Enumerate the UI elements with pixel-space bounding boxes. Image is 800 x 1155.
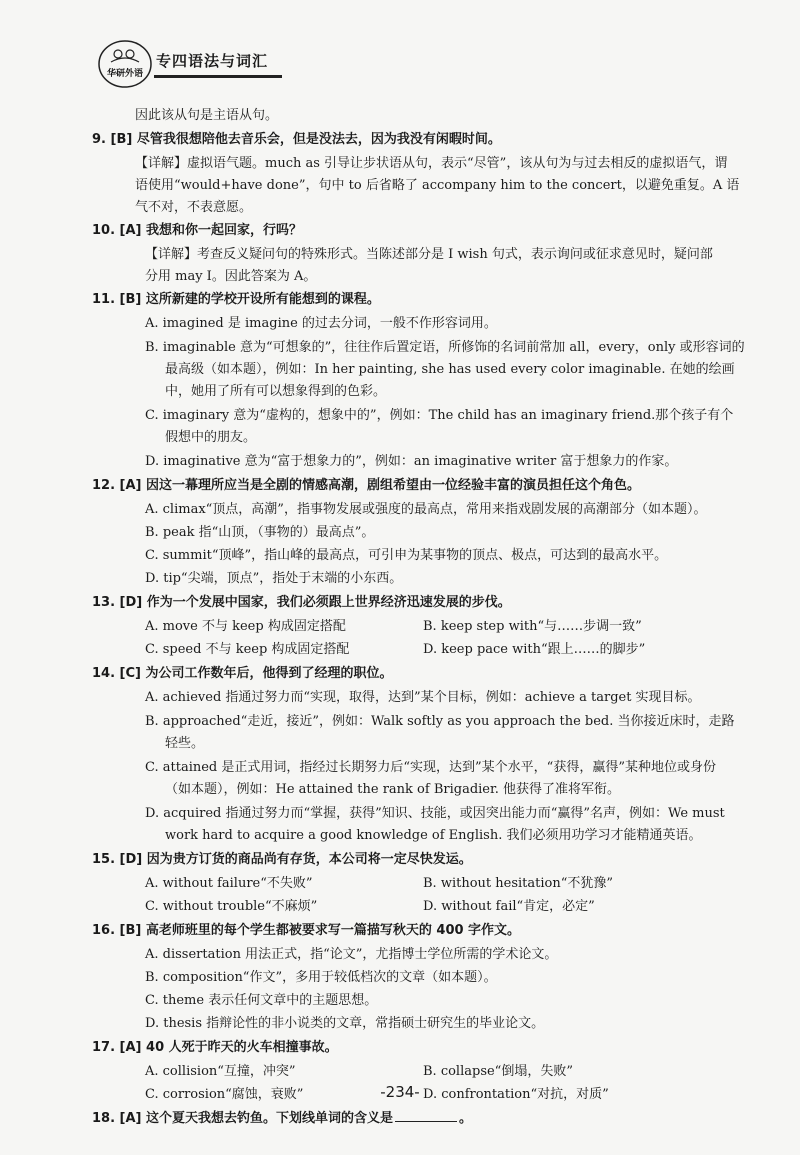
option-line: D. without fail“肯定，必定”	[423, 899, 595, 914]
option-line: C. imaginary 意为“虚构的，想象中的”，例如：The child has an imaginary friend.那个孩子有个	[145, 408, 734, 423]
option-line: D. thesis 指辩论性的非小说类的文章，常指硕士研究生的毕业论文。	[145, 1016, 545, 1031]
option-line: 假想中的朋友。	[165, 430, 257, 445]
option-line: A. collision“互撞，冲突”	[145, 1064, 296, 1079]
question-15: 15. [D] 因为贵方订货的商品尚有存货，本公司将一定尽快发运。	[92, 852, 472, 867]
explanation-line: 分用 may I。因此答案为 A。	[145, 269, 317, 284]
option-line: C. corrosion“腐蚀，衰败”	[145, 1087, 304, 1102]
question-13: 13. [D] 作为一个发展中国家，我们必须跟上世界经济迅速发展的步伐。	[92, 595, 511, 610]
question-10: 10. [A] 我想和你一起回家，行吗？	[92, 223, 303, 238]
option-line: C. summit“顶峰”，指山峰的最高点，可引申为某事物的顶点、极点，可达到的最高水平。	[145, 548, 668, 563]
option-line: A. move 不与 keep 构成固定搭配	[145, 619, 346, 634]
book-title: 专四语法与词汇	[156, 52, 269, 70]
page-header	[96, 38, 286, 90]
option-line: A. imagined 是 imagine 的过去分词，一般不作形容词用。	[145, 316, 497, 331]
option-line: 中，她用了所有可以想象得到的色彩。	[165, 384, 387, 399]
explanation-line: 语使用“would+have done”，句中 to 后省略了 accompany him to the concert，以避免重复。A 语	[135, 178, 740, 193]
option-line: B. composition“作文”，多用于较低档次的文章（如本题）。	[145, 970, 497, 985]
option-line: A. climax“顶点，高潮”，指事物发展或强度的最高点，常用来指戏剧发展的高潮部分（如本题）。	[145, 502, 707, 517]
option-line: B. keep step with“与……步调一致”	[423, 619, 642, 634]
explanation-line: 【详解】考查反义疑问句的特殊形式。当陈述部分是 I wish 句式，表示询问或征求意见时，疑问部	[145, 247, 713, 262]
option-line: 轻些。	[165, 736, 205, 751]
option-line: C. without trouble“不麻烦”	[145, 899, 318, 914]
option-line: C. attained 是正式用词，指经过长期努力后“实现，达到”某个水平，“获得，赢得”某种地位或身份	[145, 760, 716, 775]
option-line: B. imaginable 意为“可想象的”，往往作后置定语，所修饰的名词前常加 all，every，only 或形容词的	[145, 340, 745, 355]
option-line: B. peak 指“山顶，（事物的）最高点”。	[145, 525, 375, 540]
answer-blank	[395, 1111, 457, 1122]
question-12: 12. [A] 因这一幕理所应当是全剧的情感高潮，剧组希望由一位经验丰富的演员担任这个角色。	[92, 478, 641, 493]
question-17: 17. [A] 40 人死于昨天的火车相撞事故。	[92, 1040, 338, 1055]
option-line: （如本题），例如：He attained the rank of Brigadier. 他获得了准将军衔。	[165, 782, 621, 797]
option-line: B. collapse“倒塌，失败”	[423, 1064, 573, 1079]
option-line: work hard to acquire a good knowledge of English. 我们必须用功学习才能精通英语。	[165, 828, 702, 843]
option-line: B. approached“走近，接近”，例如：Walk softly as you approach the bed. 当你接近床时，走路	[145, 714, 735, 729]
explanation-line: 【详解】虚拟语气题。much as 引导让步状语从句，表示“尽管”，该从句为与过去相反的虚拟语气，谓	[135, 156, 728, 171]
option-line: C. theme 表示任何文章中的主题思想。	[145, 993, 378, 1008]
option-line: D. acquired 指通过努力而“掌握，获得”知识、技能，或因突出能力而“赢得”名声，例如：We must	[145, 806, 725, 821]
header-rule	[154, 75, 282, 78]
option-line: A. dissertation 用法正式，指“论文”，尤指博士学位所需的学术论文。	[145, 947, 558, 962]
option-line: B. without hesitation“不犹豫”	[423, 876, 613, 891]
option-line: D. imaginative 意为“富于想象力的”，例如：an imaginative writer 富于想象力的作家。	[145, 454, 678, 469]
question-9: 9. [B] 尽管我很想陪他去音乐会，但是没法去，因为我没有闲暇时间。	[92, 132, 501, 147]
text-line: 因此该从句是主语从句。	[135, 108, 279, 123]
question-18-text: 18. [A] 这个夏天我想去钓鱼。下划线单词的含义是	[92, 1111, 394, 1126]
option-line: A. without failure“不失败”	[145, 876, 313, 891]
question-16: 16. [B] 高老师班里的每个学生都被要求写一篇描写秋天的 400 字作文。	[92, 923, 521, 938]
question-11: 11. [B] 这所新建的学校开设所有能想到的课程。	[92, 292, 380, 307]
option-line: C. speed 不与 keep 构成固定搭配	[145, 642, 350, 657]
option-line: D. tip“尖端，顶点”，指处于末端的小东西。	[145, 571, 403, 586]
option-line: D. confrontation“对抗，对质”	[423, 1087, 609, 1102]
publisher-logo	[96, 38, 154, 90]
explanation-line: 气不对，不表意愿。	[135, 200, 253, 215]
question-18-end: 。	[459, 1111, 473, 1126]
option-line: D. keep pace with“跟上……的脚步”	[423, 642, 646, 657]
option-line: A. achieved 指通过努力而“实现，取得，达到”某个目标，例如：achieve a target 实现目标。	[145, 690, 701, 705]
question-18	[92, 1107, 472, 1126]
question-14: 14. [C] 为公司工作数年后，他得到了经理的职位。	[92, 666, 393, 681]
option-line: 最高级（如本题），例如：In her painting, she has used every color imaginable. 在她的绘画	[165, 362, 735, 377]
page-number: -234-	[380, 1083, 420, 1101]
logo-text: 华研外语	[106, 69, 144, 79]
